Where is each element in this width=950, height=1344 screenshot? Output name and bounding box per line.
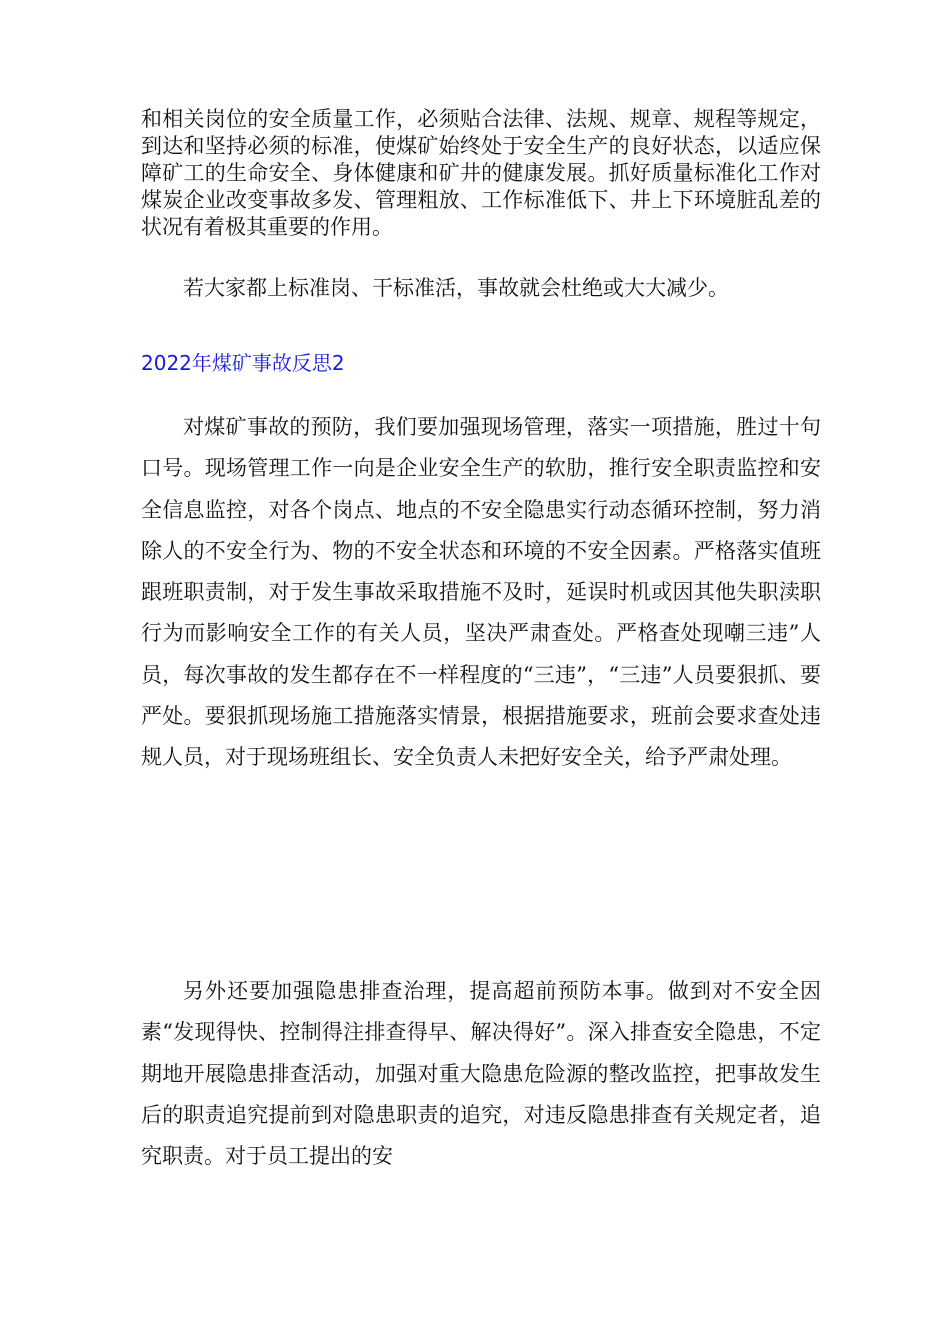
paragraph-short: 若大家都上标准岗、干标准活，事故就会杜绝或大大减少。 [183, 276, 729, 300]
section-heading: 2022年煤矿事故反思2 [141, 351, 345, 375]
paragraph-2: 对煤矿事故的预防，我们要加强现场管理，落实一项措施，胜过十句口号。现场管理工作一向是企业安全生产的软肋，推行安全职责监控和安全信息监控，对各个岗点、地点的不安全隐患实行动态循环控制，努力消除人的不安全行为、物的不安全状态和环境的不安全因素。严格落实值班跟班职责制，对于发生事故采取措施不及时，延误时机或因其他失职渎职行为而影响安全工作的有关人员，坚决严肃查处。严格查处现嘲三违”人员，每次事故的发生都存在不一样程度的“三违”，“三违”人员要狠抓、要严处。要狠抓现场施工措施落实情景，根据措施要求，班前会要求查处违规人员，对于现场班组长、安全负责人未把好安全关，给予严肃处理。 [141, 415, 821, 770]
paragraph-top: 和相关岗位的安全质量工作，必须贴合法律、法规、规章、规程等规定，到达和坚持必须的标准，使煤矿始终处于安全生产的良好状态，以适应保障矿工的生命安全、身体健康和矿井的健康发展。抓好质量标准化工作对煤炭企业改变事故多发、管理粗放、工作标准低下、井上下环境脏乱差的状况有着极其重要的作用。 [141, 107, 821, 239]
paragraph-3: 另外还要加强隐患排查治理，提高超前预防本事。做到对不安全因素“发现得快、控制得注排查得早、解决得好”。深入排查安全隐患，不定期地开展隐患排查活动，加强对重大隐患危险源的整改监控，把事故发生后的职责追究提前到对隐患职责的追究，对违反隐患排查有关规定者，追究职责。对于员工提出的安 [141, 979, 821, 1169]
